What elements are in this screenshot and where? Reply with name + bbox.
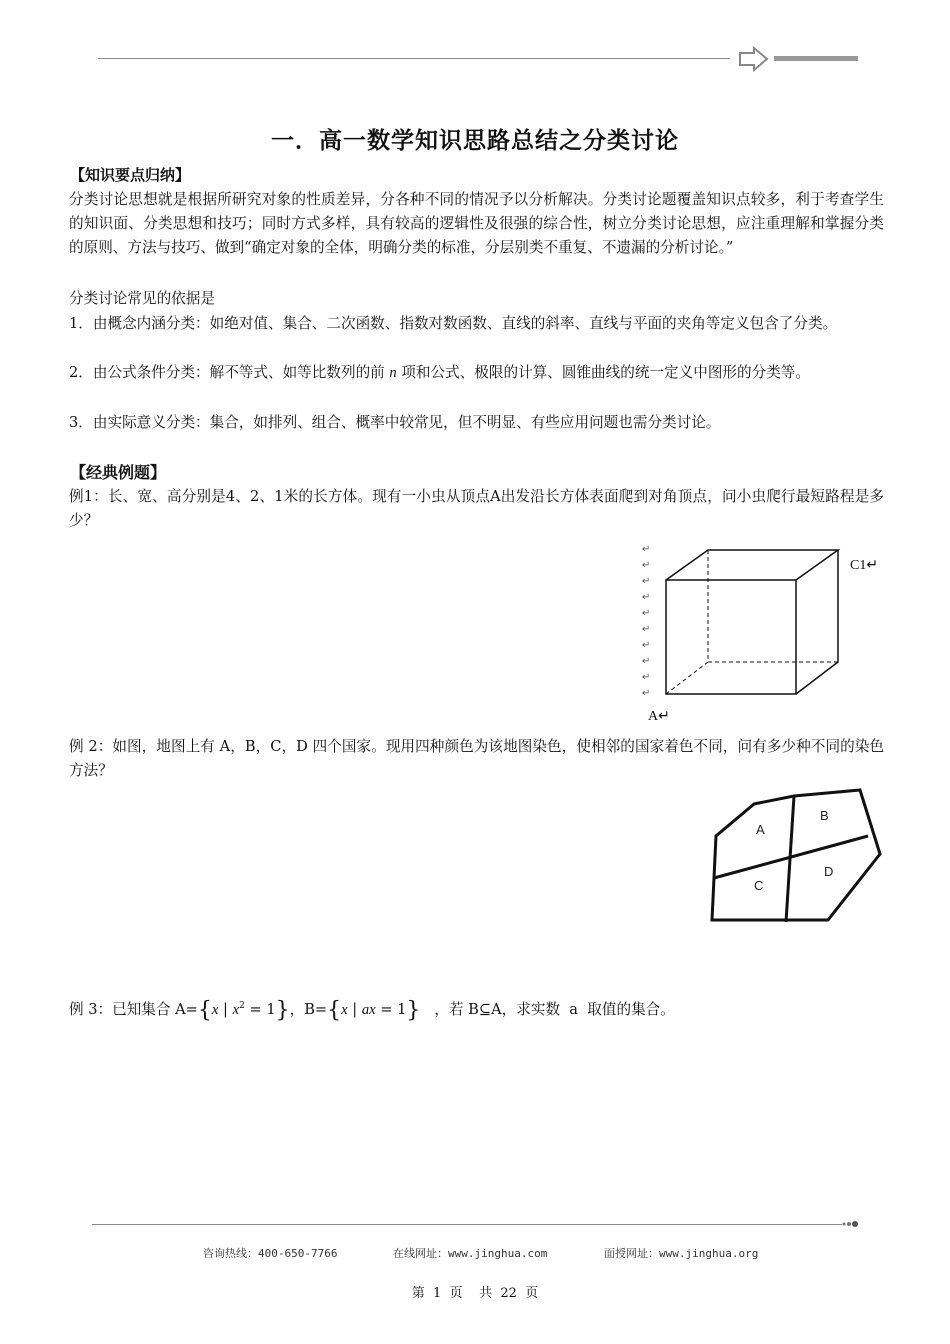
hidden-edge bbox=[666, 662, 708, 694]
set-a-bar: | bbox=[218, 1001, 233, 1018]
basis-item-1: 1．由概念内涵分类：如绝对值、集合、二次函数、指数对数函数、直线的斜率、直线与平面的夹角等定义包含了分类。 bbox=[69, 315, 838, 332]
country-d-label: D bbox=[824, 864, 834, 879]
set-b-brace-close: } bbox=[406, 998, 421, 1023]
set-b-eq: = 1 bbox=[375, 1001, 407, 1018]
set-a-brace-open: { bbox=[197, 998, 212, 1023]
return-mark: ↵ bbox=[642, 576, 651, 587]
example-3-prefix: 例 3：已知集合 A= bbox=[69, 1001, 198, 1018]
example-3-condition: ，若 B⊆A，求实数 a 取值的集合。 bbox=[420, 1001, 675, 1018]
footer-rule bbox=[92, 1224, 842, 1225]
country-b-label: B bbox=[820, 808, 829, 823]
set-a-exponent: 2 bbox=[239, 1001, 245, 1012]
footer-dots-icon bbox=[842, 1220, 860, 1228]
footer-online-url[interactable]: 在线网址：www.jinghua.com bbox=[393, 1247, 548, 1260]
return-mark: ↵ bbox=[642, 544, 651, 555]
set-b-bar: | bbox=[347, 1001, 362, 1018]
return-mark: ↵ bbox=[642, 560, 651, 571]
return-mark: ↵ bbox=[642, 592, 651, 603]
set-a-eq: = 1 bbox=[244, 1001, 276, 1018]
return-mark: ↵ bbox=[642, 672, 651, 683]
basis-item-3: 3．由实际意义分类：集合，如排列、组合、概率中较常见，但不明显、有些应用问题也需分类讨论。 bbox=[69, 414, 721, 431]
page-title: 一．高一数学知识思路总结之分类讨论 bbox=[271, 128, 679, 154]
return-mark: ↵ bbox=[642, 656, 651, 667]
example-1-text: 例1：长、宽、高分别是4、2、1米的长方体。现有一小虫从顶点A出发沿长方体表面爬到对角顶点，问小虫爬行最短路程是多少？ bbox=[69, 488, 884, 529]
knowledge-intro: 分类讨论思想就是根据所研究对象的性质差异，分各种不同的情况予以分析解决。分类讨论题覆盖知识点较多，利于考查学生的知识面、分类思想和技巧；同时方式多样，具有较高的逻辑性及很强的综合性，树立分类讨论思想，应注重理解和掌握分类的原则、方法与技巧、做到“确定对象的全体，明确分类的标准，分层别类不重复、不遗漏的分析讨论。” bbox=[69, 191, 884, 256]
set-b-var: x bbox=[341, 1002, 348, 1018]
return-mark: ↵ bbox=[642, 624, 651, 635]
set-b-brace-open: { bbox=[327, 998, 342, 1023]
page-number: 第 1 页 共 22 页 bbox=[411, 1286, 539, 1301]
header-thick-bar bbox=[774, 56, 858, 61]
basis-item-2-text-b: 项和公式、极限的计算、圆锥曲线的统一定义中图形的分类等。 bbox=[396, 364, 810, 381]
set-a-x: x bbox=[232, 1002, 240, 1018]
vertex-label-a: A↵ bbox=[648, 709, 670, 724]
vertex-label-c1: C1↵ bbox=[850, 558, 879, 573]
return-mark: ↵ bbox=[642, 688, 651, 699]
set-a-var: x bbox=[211, 1002, 219, 1018]
cuboid-right-face bbox=[796, 550, 838, 694]
header-rule bbox=[98, 58, 730, 59]
basis-item-2-n: n bbox=[389, 365, 397, 381]
outline-arrow-icon bbox=[738, 46, 770, 72]
example-2-text: 例 2：如图，地图上有 A，B，C，D 四个国家。现用四种颜色为该地图染色，使相邻的国家着色不同，问有多少种不同的染色方法？ bbox=[69, 738, 884, 779]
basis-item-2-text-a: 2．由公式条件分类：解不等式、如等比数列的前 bbox=[69, 364, 390, 381]
basis-label: 分类讨论常见的依据是 bbox=[69, 290, 215, 307]
basis-item-2 bbox=[69, 361, 884, 385]
cuboid-diagram bbox=[636, 540, 896, 730]
set-a-brace-close: } bbox=[275, 998, 290, 1023]
cuboid-front-face bbox=[666, 580, 796, 694]
footer-hotline: 咨询热线：400-650-7766 bbox=[203, 1247, 338, 1260]
example-3-text bbox=[69, 998, 675, 1023]
set-b-ax: ax bbox=[361, 1002, 376, 1018]
return-mark: ↵ bbox=[642, 640, 651, 651]
footer-offline-url[interactable]: 面授网址：www.jinghua.org bbox=[604, 1247, 759, 1260]
country-c-label: C bbox=[754, 878, 764, 893]
example-3-mid: ，B= bbox=[289, 1001, 328, 1018]
return-mark: ↵ bbox=[642, 608, 651, 619]
map-diagram bbox=[706, 786, 886, 926]
examples-heading: 【经典例题】 bbox=[70, 463, 167, 482]
country-a-label: A bbox=[756, 822, 765, 837]
cuboid-top-face bbox=[666, 550, 838, 580]
knowledge-heading: 【知识要点归纳】 bbox=[70, 166, 191, 184]
